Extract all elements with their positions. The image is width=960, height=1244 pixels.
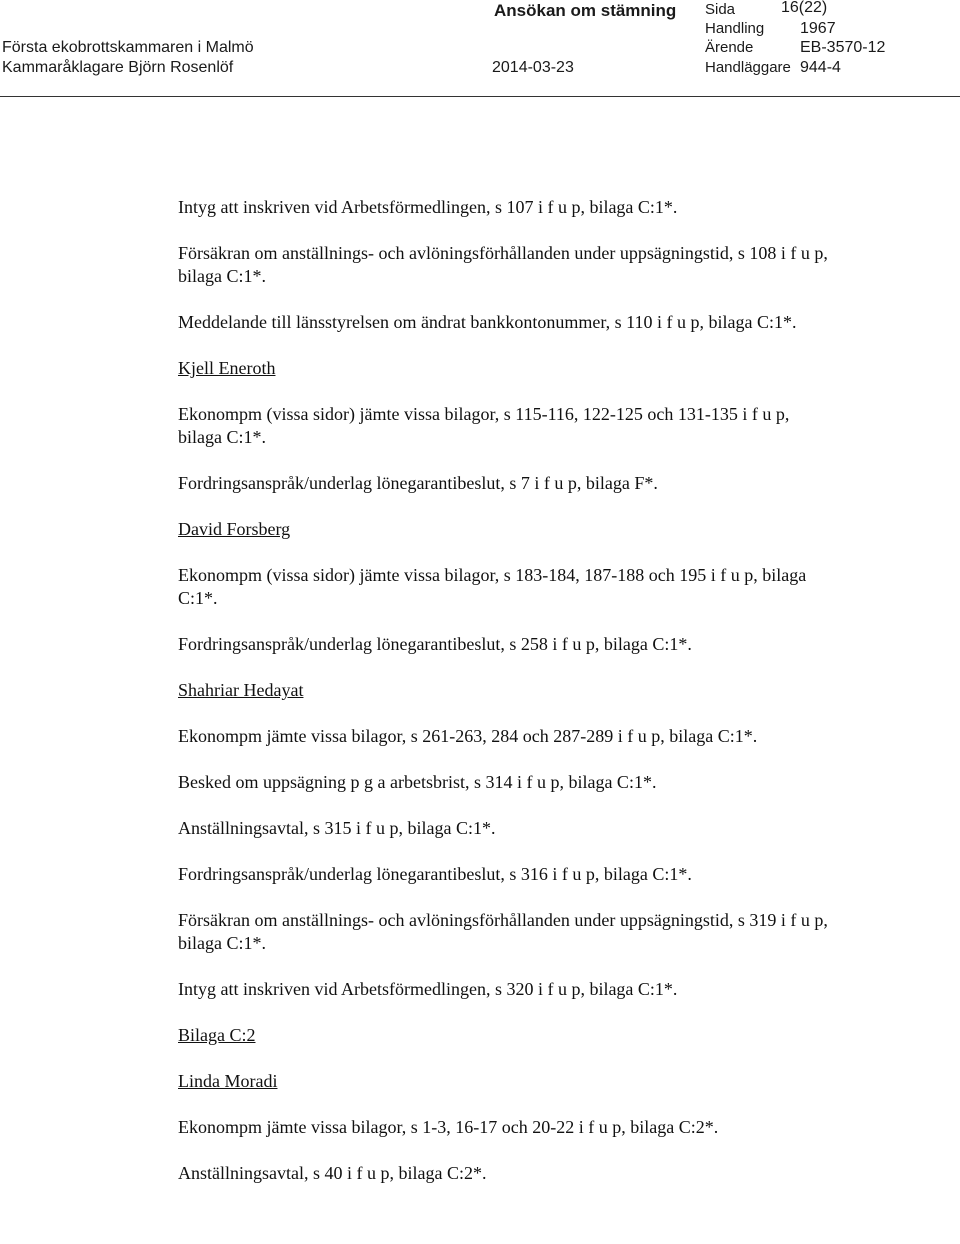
header-divider	[0, 96, 960, 97]
document-paragraph: Ekonompm (vissa sidor) jämte vissa bilagor, s 115-116, 122-125 och 131-135 i f u p, bilaga C:1*.	[178, 404, 790, 447]
document-paragraph: Ekonompm jämte vissa bilagor, s 1-3, 16-17 och 20-22 i f u p, bilaga C:2*.	[178, 1117, 719, 1137]
document-paragraph: Fordringsanspråk/underlag lönegarantibeslut, s 7 i f u p, bilaga F*.	[178, 473, 658, 493]
organization-name: Första ekobrottskammaren i Malmö	[2, 39, 254, 56]
document-title: Ansökan om stämning	[494, 1, 677, 20]
document-paragraph: Fordringsanspråk/underlag lönegarantibeslut, s 258 i f u p, bilaga C:1*.	[178, 634, 692, 654]
document-paragraph: Fordringsanspråk/underlag lönegarantibeslut, s 316 i f u p, bilaga C:1*.	[178, 864, 692, 884]
section-heading: David Forsberg	[178, 519, 291, 539]
document-paragraph: Intyg att inskriven vid Arbetsförmedlingen, s 107 i f u p, bilaga C:1*.	[178, 197, 678, 217]
case-number: EB-3570-12	[800, 39, 886, 56]
section-heading: Bilaga C:2	[178, 1025, 256, 1045]
handling-number: 1967	[800, 20, 836, 37]
prosecutor-name: Kammaråklagare Björn Rosenlöf	[2, 59, 234, 76]
document-paragraph: Anställningsavtal, s 40 i f u p, bilaga C:2*.	[178, 1163, 487, 1183]
document-paragraph: Försäkran om anställnings- och avlöningsförhållanden under uppsägningstid, s 108 i f u p, bilaga C:1*.	[178, 243, 828, 286]
section-heading: Shahriar Hedayat	[178, 680, 304, 700]
section-heading: Linda Moradi	[178, 1071, 278, 1091]
page-number: 16(22)	[781, 0, 828, 16]
document-paragraph: Besked om uppsägning p g a arbetsbrist, s 314 i f u p, bilaga C:1*.	[178, 772, 657, 792]
case-label: Ärende	[705, 39, 754, 56]
page-header	[0, 0, 960, 98]
document-body	[178, 196, 828, 1185]
officer-number: 944-4	[800, 59, 841, 76]
section-heading: Kjell Eneroth	[178, 358, 276, 378]
page-label: Sida	[705, 1, 736, 18]
document-paragraph: Ekonompm (vissa sidor) jämte vissa bilagor, s 183-184, 187-188 och 195 i f u p, bilaga C:1*.	[178, 565, 807, 608]
document-paragraph: Anställningsavtal, s 315 i f u p, bilaga C:1*.	[178, 818, 496, 838]
document-paragraph: Intyg att inskriven vid Arbetsförmedlingen, s 320 i f u p, bilaga C:1*.	[178, 979, 678, 999]
officer-label: Handläggare	[705, 59, 791, 76]
document-paragraph: Ekonompm jämte vissa bilagor, s 261-263, 284 och 287-289 i f u p, bilaga C:1*.	[178, 726, 758, 746]
handling-label: Handling	[705, 20, 765, 37]
document-paragraph: Försäkran om anställnings- och avlöningsförhållanden under uppsägningstid, s 319 i f u p, bilaga C:1*.	[178, 910, 828, 953]
document-date: 2014-03-23	[492, 59, 574, 76]
document-paragraph: Meddelande till länsstyrelsen om ändrat bankkontonummer, s 110 i f u p, bilaga C:1*.	[178, 312, 797, 332]
